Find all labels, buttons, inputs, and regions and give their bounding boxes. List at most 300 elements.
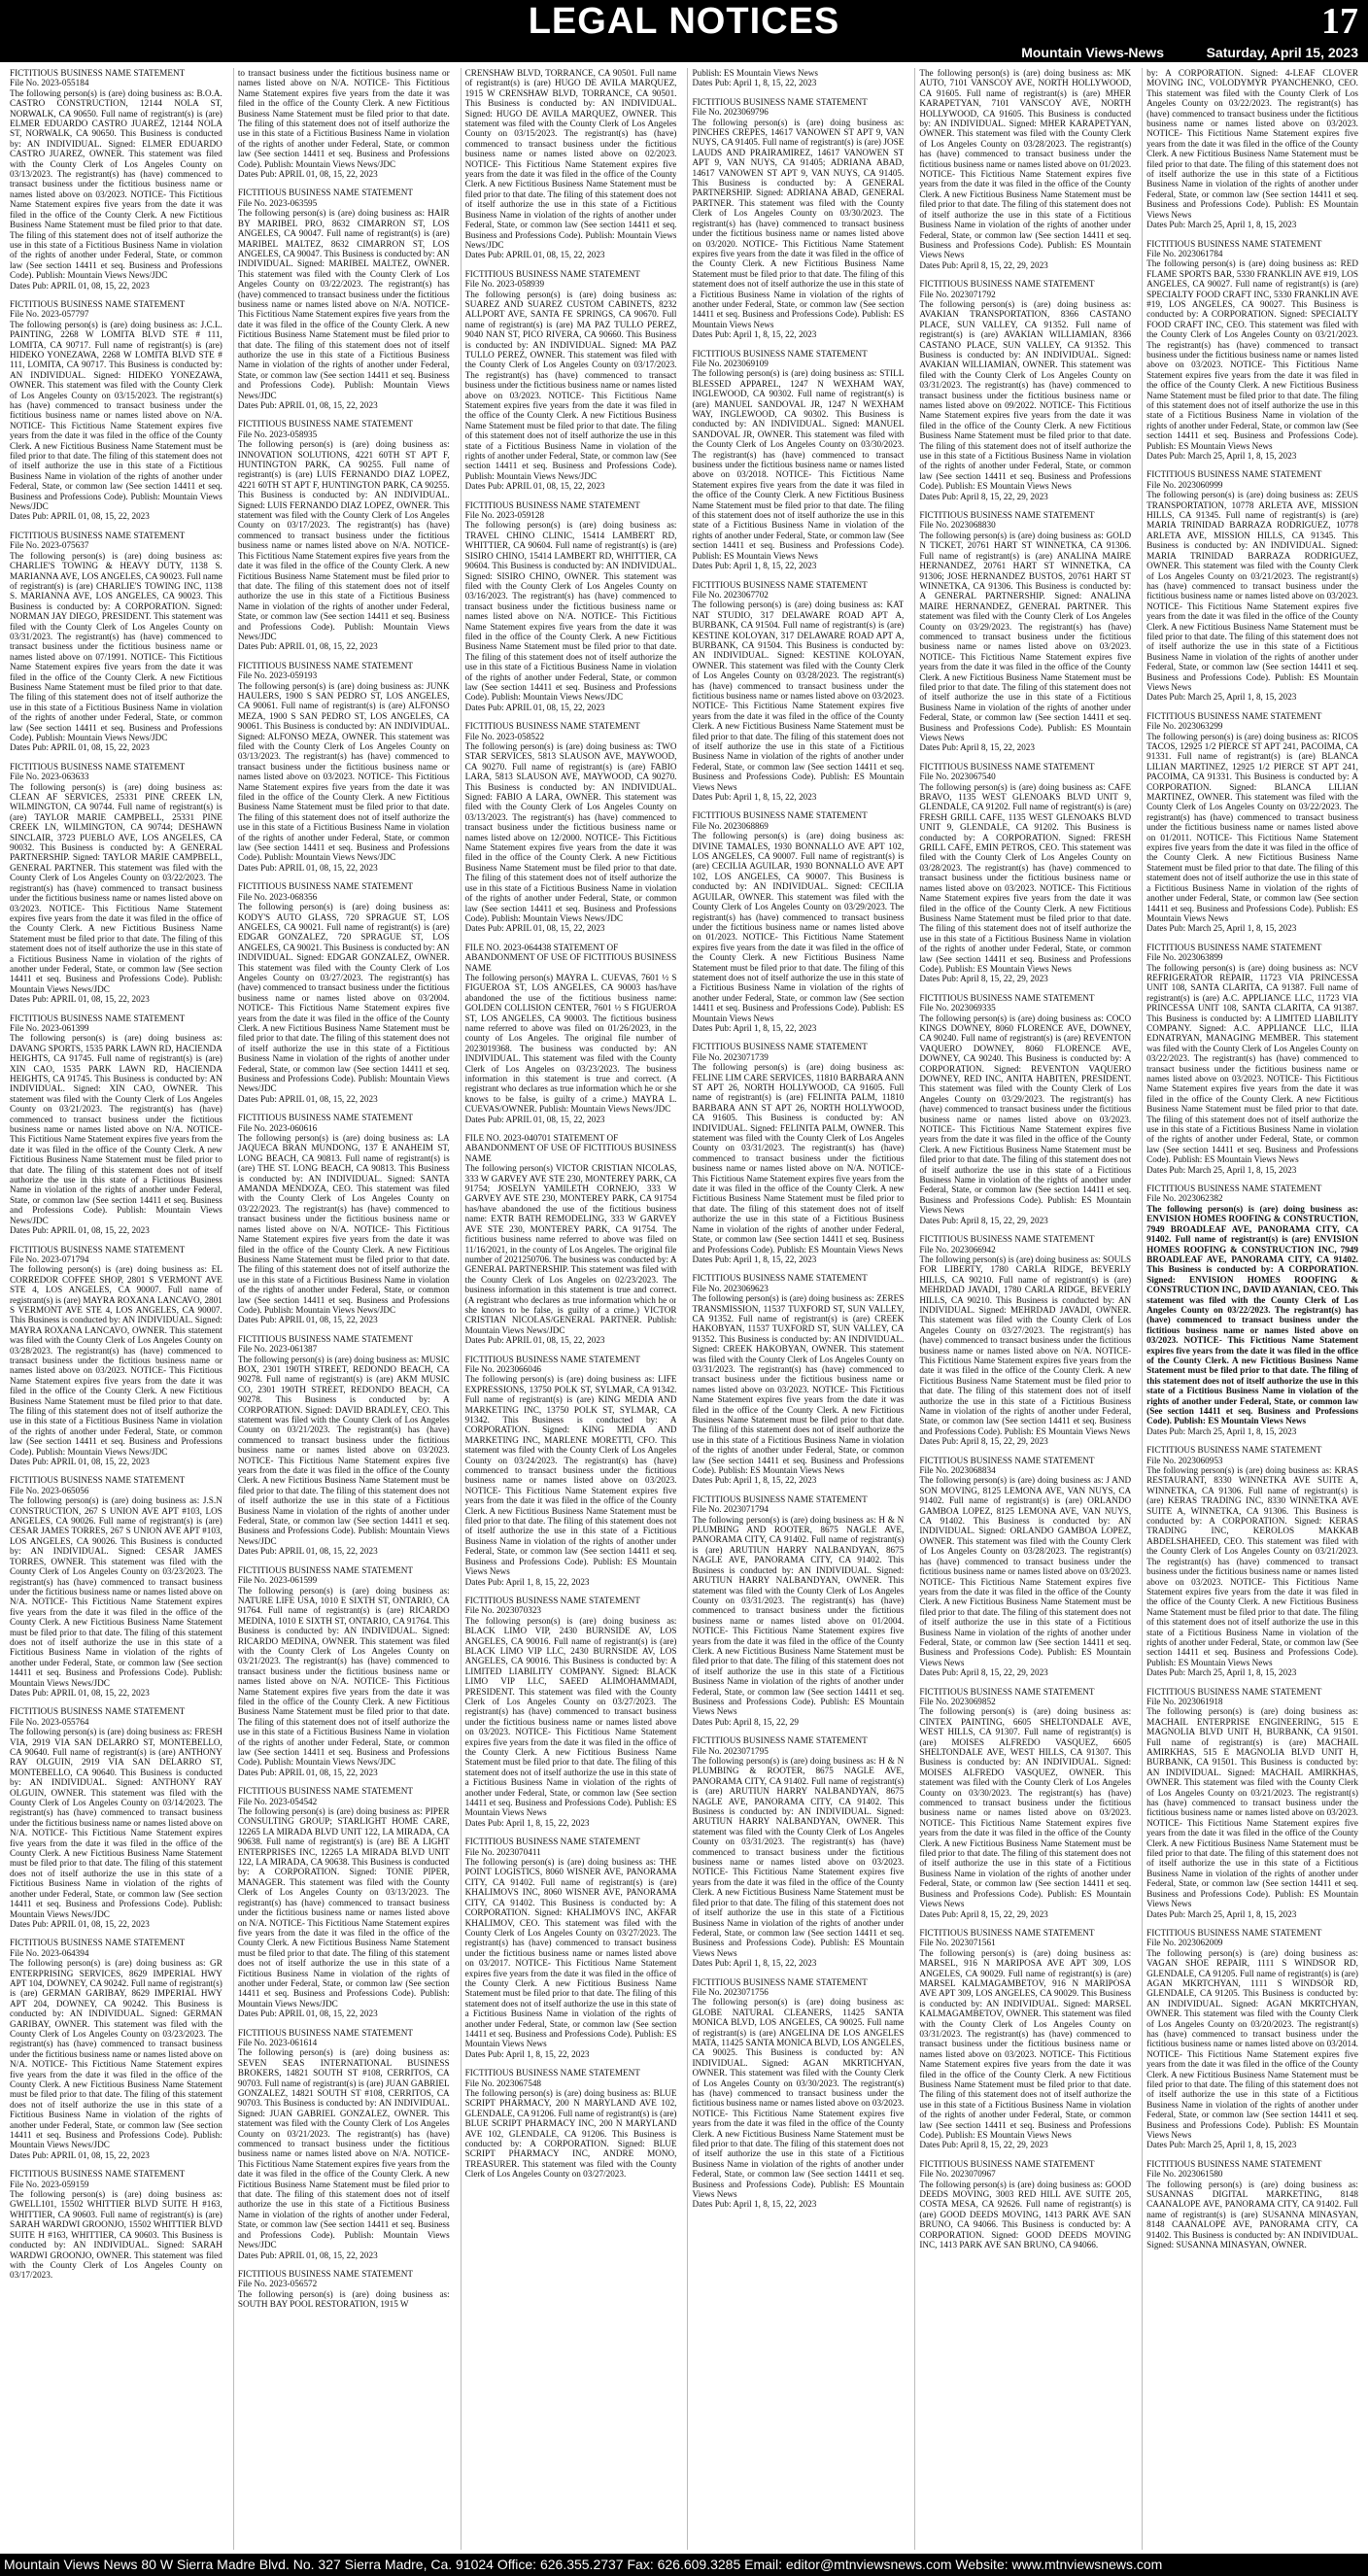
legal-notice — [238, 2269, 450, 2310]
notice-body: The following person(s) is (are) doing business as: SOUTH BAY POOL RESTORATION, 1915 W — [237, 2288, 450, 2310]
notice-body: The following person(s) is (are) doing business as: NCV REFRIGERATOR REPAIR, 11723 VIA PRINCESSA UNIT 108, SANTA CLARITA, CA 91387. Full name of registrant(s) is (are) A.C. APPLIANCE LLC, 11723 VIA PRINCESSA UNIT 108, SANTA CLARITA, CA 91387. This Business is conducted by: A LIMITED LIABILITY COMPANY. Signed: A.C. APPLIANCE LLC, ILIA EDNATRYAN, MANAGING MEMBER. This statement was filed with the County Clerk of Los Angeles County on 03/22/2023. The registrant(s) has (have) commenced to transact business under the fictitious business name or names listed above on 03/2023. NOTICE- This Fictitious Name Statement expires five years from the date it was filed in the office of the County Clerk. A new Fictitious Business Name Statement must be filed prior to that date. The filing of this statement does not of itself authorize the use in this state of a Fictitious Business Name in violation of the rights of another under Federal, State, or common law (See section 14411 et seq. Business and Professions Code). Publish: ES Mountain Views News — [1146, 962, 1358, 1165]
notice-body: The following person(s) is (are) doing business as: MK AUTO, 7101 VANSCOY AVE, NORTH HOLLYWOOD, CA 91605. Full name of registrant(s) is (are) MHER KARAPETYAN, 7101 VANSCOY AVE, NORTH HOLLYWOOD, CA 91605. This Business is conducted by: AN INDIVIDUAL. Signed: MHER KARAPETYAN, OWNER. This statement was filed with the County Clerk of Los Angeles County on 03/28/2023. The registrant(s) has (have) commenced to transact business under the fictitious business name or names listed above on 01/2023. NOTICE- This Fictitious Name Statement expires five years from the date it was filed in the office of the County Clerk. A new Fictitious Business Name Statement must be filed prior to that date. The filing of this statement does not of itself authorize the use in this state of a Fictitious Business Name in violation of the rights of another under Federal, State, or common law (See section 14411 et seq. Business and Professions Code). Publish: ES Mountain Views News — [919, 68, 1132, 260]
notice-pub: Dates Pub: APRIL 01, 08, 15, 22, 2023 — [237, 862, 378, 873]
legal-notice — [465, 1355, 677, 1587]
notice-file: File No. 2023067702 — [692, 589, 769, 600]
notice-pub: Dates Pub: APRIL 01, 08, 15, 22, 2023 — [10, 1918, 150, 1929]
legal-notice — [10, 531, 222, 753]
notice-pub: Dates Pub: April 8, 15, 22, 29 — [692, 1716, 799, 1727]
notice-file: File No. 2023070967 — [919, 2169, 996, 2180]
notice-heading: FICTITIOUS BUSINESS NAME STATEMENT — [10, 68, 186, 78]
legal-notice — [465, 721, 677, 934]
masthead — [0, 0, 1368, 43]
legal-notice — [10, 68, 222, 291]
notice-body: The following person(s) is (are) doing business as: FRESH VIA, 2919 VIA SAN DELARRO ST, MONTEBELLO, CA 90640. Full name of registrant(s) is (are) ANTHONY RAY OLGUIN, 2919 VIA SAN DELARRO ST, MONTEBELLO, CA 90640. This Business is conducted by: AN INDIVIDUAL. Signed: ANTHONY RAY OLGUIN, OWNER. This statement was filed with the County Clerk of Los Angeles County on 03/14/2023. The registrant(s) has (have) commenced to transact business under the fictitious business name or names listed above on N/A. NOTICE- This Fictitious Name Statement expires five years from the date it was filed in the office of the County Clerk. A new Fictitious Business Name Statement must be filed prior to that date. The filing of this statement does not of itself authorize the use in this state of a Fictitious Business Name in violation of the rights of another under Federal, State, or common law (See section 14411 et seq. Business and Professions Code). Publish: Mountain Views News/JDC — [10, 1727, 222, 1919]
notice-body: The following person(s) is (are) doing business as: BLUE SCRIPT PHARMACY, 200 N MARYLAND AVE 102, GLENDALE, CA 91206. Full name of registrant(s) is (are) BLUE SCRIPT PHARMACY INC, 200 N MARYLAND AVE 102, GLENDALE, CA 91206. This Business is conducted by: A CORPORATION. Signed: BLUE SCRIPT PHARMACY INC, ANDRE MONO, TREASURER. This statement was filed with the County Clerk of Los Angeles County on 03/27/2023. — [464, 2088, 677, 2180]
notice-heading: FICTITIOUS BUSINESS NAME STATEMENT — [1146, 1927, 1322, 1938]
legal-notice — [238, 2028, 450, 2260]
legal-notice — [465, 269, 677, 492]
legal-notice — [465, 68, 677, 260]
notice-file: File No. 2023069623 — [692, 1283, 769, 1293]
notice-body: The following person(s) is (are) doing business as: ZERES TRANSMISSION, 11537 TUXFORD ST, SUN VALLEY, CA 91352. Full name of registrant(s) is (are) CREEK HAKOBYAN, 11537 TUXFORD ST, SUN VALLEY, CA 91352. This Business is conducted by: AN INDIVIDUAL. Signed: CREEK HAKOBYAN, OWNER. This statement was filed with the County Clerk of Los Angeles County on 03/31/2023. The registrant(s) has (have) commenced to transact business under the fictitious business name or names listed above on 03/2023. NOTICE- This Fictitious Name Statement expires five years from the date it was filed in the office of the County Clerk. A new Fictitious Business Name Statement must be filed prior to that date. The filing of this statement does not of itself authorize the use in this state of a Fictitious Business Name in violation of the rights of another under Federal, State, or common law (See section 14411 et seq. Business and Professions Code). Publish: ES Mountain Views News — [692, 1293, 905, 1476]
notice-body: The following person(s) is (are) doing business as: AVAKIAN TRANSPORTATION, 8366 CASTANO PLACE, SUN VALLEY, CA 91352. Full name of registrant(s) is (are) AVAKIAN WILLIAMIAN, 8366 CASTANO PLACE, SUN VALLEY, CA 91352. This Business is conducted by: AN INDIVIDUAL. Signed: AVAKIAN WILLIAMIAN, OWNER. This statement was filed with the County Clerk of Los Angeles County on 03/31/2023. The registrant(s) has (have) commenced to transact business under the fictitious business name or names listed above on 09/2022. NOTICE- This Fictitious Name Statement expires five years from the date it was filed in the office of the County Clerk. A new Fictitious Business Name Statement must be filed prior to that date. The filing of this statement does not of itself authorize the use in this state of a Fictitious Business Name in violation of the rights of another under Federal, State, or common law (See section 14411 et seq. Business and Professions Code). Publish: ES Mountain Views News — [919, 298, 1132, 492]
notice-file: File No. 2023-071794 — [10, 1254, 89, 1264]
notice-file: File No. 2023-061614 — [237, 2037, 318, 2047]
notice-body: The following person(s) is (are) doing business as: J.C.L. PAINTING, 2268 W LOMITA BLVD STE # 111, LOMITA, CA 90717. Full name of registrant(s) is (are) HIDEKO YONEZAWA, 2268 W LOMITA BLVD STE # 111, LOMITA, CA 90717. This Business is conducted by: AN INDIVIDUAL. Signed: HIDEKO YONEZAWA, OWNER. This statement was filed with the County Clerk of Los Angeles County on 03/15/2023. The registrant(s) has (have) commenced to transact business under the fictitious business name or names listed above on N/A. NOTICE- This Fictitious Name Statement expires five years from the date it was filed in the office of the County Clerk. A new Fictitious Business Name Statement must be filed prior to that date. The filing of this statement does not of itself authorize the use in this state of a Fictitious Business Name in violation of the rights of another under Federal, State, or common law (See section 14411 et seq. Business and Professions Code). Publish: Mountain Views News/JDC — [10, 319, 222, 512]
notice-columns — [6, 68, 1362, 2550]
notice-pub: Dates Pub: March 25, April 1, 8, 15, 2023 — [1146, 220, 1297, 230]
notice-heading: FICTITIOUS BUSINESS NAME STATEMENT — [237, 1333, 414, 1344]
legal-notice — [238, 68, 450, 179]
notice-body: The following person(s) is (are) doing business as: THE POINT LOGISTICS, 8060 WISNER AVE, PANORAMA CITY, CA 91402. Full name of registrant(s) is (are) KHALIMOVS INC, 8060 WISNER AVE, PANORAMA CITY, CA 91402. This Business is conducted by: A CORPORATION. Signed: KHALIMOVS INC, AKFAR KHALIMOV, CEO. This statement was filed with the County Clerk of Los Angeles County on 03/27/2023. The registrant(s) has (have) commenced to transact business under the fictitious business name or names listed above on 03/2017. NOTICE- This Fictitious Name Statement expires five years from the date it was filed in the office of the County Clerk. A new Fictitious Business Name Statement must be filed prior to that date. The filing of this statement does not of itself authorize the use in this state of a Fictitious Business Name in violation of the rights of another under Federal, State, or common law (See section 14411 et seq. Business and Professions Code). Publish: ES Mountain Views News — [464, 1857, 677, 2049]
notice-pub: Dates Pub: April 1, 8, 15, 22, 2023 — [692, 78, 817, 88]
legal-notice — [10, 1245, 222, 1467]
notice-body: The following person(s) is (are) doing business as: GOLD N TICKET, 20761 HART ST WINNETKA, CA 91306. Full name of registrant(s) is (are) ANALINA MAIRE HERNANDEZ, 20761 HART ST WINNETKA, CA 91306; JOSE HERNANDEZ BUSTOS, 20761 HART ST WINNETKA, CA 91306. This Business is conducted by: A GENERAL PARTNERSHIP. Signed: ANALINA MAIRE HERNANDEZ, GENERAL PARTNER. This statement was filed with the County Clerk of Los Angeles County on 03/29/2023. The registrant(s) has (have) commenced to transact business under the fictitious business name or names listed above on 03/2023. NOTICE- This Fictitious Name Statement expires five years from the date it was filed in the office of the County Clerk. A new Fictitious Business Name Statement must be filed prior to that date. The filing of this statement does not of itself authorize the use in this state of a Fictitious Business Name in violation of the rights of another under Federal, State, or common law (See section 14411 et seq. Business and Professions Code). Publish: ES Mountain Views News — [919, 530, 1132, 742]
legal-notice — [919, 279, 1131, 501]
notice-body: The following person(s) is (are) doing business as: ZEUS TRANSPORTATION, 10778 ARLETA AVE, MISSION HILLS, CA 91345. Full name of registrant(s) is (are) MARIA TRINIDAD BARRAZA RODRIGUEZ, 10778 ARLETA AVE, MISSION HILLS, CA 91345. This Business is conducted by: AN INDIVIDUAL. Signed: MARIA TRINIDAD BARRAZA RODRIGUEZ, OWNER. This statement was filed with the County Clerk of Los Angeles County on 03/21/2023. The registrant(s) has (have) commenced to transact business under the fictitious business name or names listed above on 03/2023. NOTICE- This Fictitious Name Statement expires five years from the date it was filed in the office of the County Clerk. A new Fictitious Business Name Statement must be filed prior to that date. The filing of this statement does not of itself authorize the use in this state of a Fictitious Business Name in violation of the rights of another under Federal, State, or common law (See section 14411 et seq. Business and Professions Code). Publish: ES Mountain Views News — [1146, 490, 1358, 692]
notice-body: The following person(s) is (are) doing business as: SOULS FOR LIBERTY, 1780 CARLA RIDGE, BEVERLY HILLS, CA 90210. Full name of registrant(s) is (are) MEHRDAD JAVADI, 1780 CARLA RIDGE, BEVERLY HILLS, CA 90210. This Business is conducted by: AN INDIVIDUAL. Signed: MEHRDAD JAVADI, OWNER. This statement was filed with the County Clerk of Los Angeles County on 03/27/2023. The registrant(s) has (have) commenced to transact business under the fictitious business name or names listed above on N/A. NOTICE- This Fictitious Name Statement expires five years from the date it was filed in the office of the County Clerk. A new Fictitious Business Name Statement must be filed prior to that date. The filing of this statement does not of itself authorize the use in this state of a Fictitious Business Name in violation of the rights of another under Federal, State, or common law (See section 14411 et seq. Business and Professions Code). Publish: ES Mountain Views News — [919, 1254, 1132, 1436]
notice-heading: FICTITIOUS BUSINESS NAME STATEMENT — [1146, 1184, 1322, 1194]
legal-notice — [1146, 1928, 1358, 2150]
notice-heading: FICTITIOUS BUSINESS NAME STATEMENT — [464, 2068, 640, 2078]
notice-pub: Dates Pub: APRIL 01, 08, 15, 22, 2023 — [10, 1225, 150, 1236]
notice-body: Publish: ES Mountain Views News — [692, 68, 818, 78]
notice-pub: Dates Pub: March 25, April 1, 8, 15, 2023 — [1146, 923, 1297, 934]
legal-notice — [692, 1273, 904, 1486]
notice-heading: FICTITIOUS BUSINESS NAME STATEMENT — [1146, 2158, 1322, 2169]
notice-body: The following person(s) is (are) doing business as: J.S.N CONSTRUCTION, 267 S UNION AVE APT #103, LOS ANGELES, CA 90026. Full name of registrant(s) is (are) CESAR JAMES TORRES, 267 S UNION AVE APT #103, LOS ANGELES, CA 90026. This Business is conducted by: AN INDIVIDUAL. Signed: CESAR JAMES TORRES, OWNER. This statement was filed with the County Clerk of Los Angeles County on 03/23/2023. The registrant(s) has (have) commenced to transact business under the fictitious business name or names listed above on N/A. NOTICE- This Fictitious Name Statement expires five years from the date it was filed in the office of the County Clerk. A new Fictitious Business Name Statement must be filed prior to that date. The filing of this statement does not of itself authorize the use in this state of a Fictitious Business Name in violation of the rights of another under Federal, State, or common law (See section 14411 et seq. Business and Professions Code). Publish: Mountain Views News/JDC — [10, 1495, 222, 1688]
notice-pub: Dates Pub: APRIL 01, 08, 15, 22, 2023 — [464, 481, 605, 492]
legal-notice — [10, 299, 222, 522]
notice-file: File No. 2023-063633 — [10, 772, 89, 782]
legal-notice — [1146, 469, 1358, 702]
notice-pub: Dates Pub: APRIL 01, 08, 15, 22, 2023 — [237, 400, 378, 410]
notice-file: File No. 2023071795 — [692, 1745, 769, 1756]
notice-file: File No. 2023066942 — [919, 1244, 996, 1254]
notice-body: The following person(s) is (are) doing business as: J AND SON MOVING, 8125 LEMONA AVE, VAN NUYS, CA 91402. Full name of registrant(s) is (are) ORLANDO GAMBOA LOPEZ, 8125 LEMONA AVE, VAN NUYS, CA 91402. This Business is conducted by: AN INDIVIDUAL. Signed: ORLANDO GAMBOA LOPEZ, OWNER. This statement was filed with the County Clerk of Los Angeles County on 03/28/2023. The registrant(s) has (have) commenced to transact business under the fictitious business name or names listed above on 03/2023. NOTICE- This Fictitious Name Statement expires five years from the date it was filed in the office of the County Clerk. A new Fictitious Business Name Statement must be filed prior to that date. The filing of this statement does not of itself authorize the use in this state of a Fictitious Business Name in violation of the rights of another under Federal, State, or common law (See section 14411 et seq. Business and Professions Code). Publish: ES Mountain Views News — [919, 1475, 1132, 1667]
notice-file: File No. 2023071561 — [919, 1938, 996, 1948]
notice-file: File No. 2023-060616 — [237, 1122, 318, 1133]
notice-pub: Dates Pub: April 8, 15, 22, 29, 2023 — [919, 1215, 1048, 1225]
legal-notice — [10, 762, 222, 1005]
notice-heading: FICTITIOUS BUSINESS NAME STATEMENT — [10, 1475, 186, 1486]
publication-bar — [0, 43, 1368, 62]
legal-notice — [692, 1735, 904, 1968]
notice-body: The following person(s) is (are) doing business as: INNOVATION SOLUTIONS, 4221 60TH ST APT F, HUNTINGTON PARK, CA 90255. Full name of registrant(s) is (are) LUIS FERNANDO DIAZ LOPEZ, 4221 60TH ST APT F, HUNTINGTON PARK, CA 90255. This Business is conducted by: AN INDIVIDUAL. Signed: LUIS FERNANDO DIAZ LOPEZ, OWNER. This statement was filed with the County Clerk of Los Angeles County on 03/17/2023. The registrant(s) has (have) commenced to transact business under the fictitious business name or names listed above on N/A. NOTICE- This Fictitious Name Statement expires five years from the date it was filed in the office of the County Clerk. A new Fictitious Business Name Statement must be filed prior to that date. The filing of this statement does not of itself authorize the use in this state of a Fictitious Business Name in violation of the rights of another under Federal, State, or common law (See section 14411 et seq. Business and Professions Code). Publish: Mountain Views News/JDC — [237, 439, 450, 641]
notice-body: The following person(s) is (are) doing business as: DAVANG SPORTS, 1535 PARK LAWN RD, HACIENDA HEIGHTS, CA 91745. Full name of registrant(s) is (are) XIN CAO, 1535 PARK LAWN RD, HACIENDA HEIGHTS, CA 91745. This Business is conducted by: AN INDIVIDUAL. Signed: XIN CAO, OWNER. This statement was filed with the County Clerk of Los Angeles County on 03/21/2023. The registrant(s) has (have) commenced to transact business under the fictitious business name or names listed above on N/A. NOTICE- This Fictitious Name Statement expires five years from the date it was filed in the office of the County Clerk. A new Fictitious Business Name Statement must be filed prior to that date. The filing of this statement does not of itself authorize the use in this state of a Fictitious Business Name in violation of the rights of another under Federal, State, or common law (See section 14411 et seq. Business and Professions Code). Publish: Mountain Views News/JDC — [10, 1033, 222, 1225]
legal-notice — [692, 68, 904, 88]
notice-file: File No. 2023060953 — [1146, 1455, 1223, 1465]
notice-pub: Dates Pub: April 8, 15, 22, 29, 2023 — [919, 259, 1048, 270]
notice-pub: Dates Pub: April 1, 8, 15, 22, 2023 — [692, 1254, 817, 1264]
legal-notice — [238, 661, 450, 874]
notice-pub: Dates Pub: April 1, 8, 15, 22, 2023 — [692, 561, 817, 571]
notice-heading: FICTITIOUS BUSINESS NAME STATEMENT — [692, 1042, 868, 1052]
notice-file: File No. 2023-055184 — [10, 78, 89, 88]
notice-file: File No. 2023-065056 — [10, 1485, 89, 1495]
notice-pub: Dates Pub: APRIL 01, 08, 15, 22, 2023 — [237, 1546, 378, 1557]
footer-bar — [0, 2554, 1368, 2576]
legal-notice — [692, 810, 904, 1033]
notice-heading: FICTITIOUS BUSINESS NAME STATEMENT — [692, 1273, 868, 1284]
notice-heading: FICTITIOUS BUSINESS NAME STATEMENT — [692, 1494, 868, 1504]
notice-body: The following person(s) is (are) doing business as: COCO KINGS DOWNEY, 8060 FLORENCE AVE, DOWNEY, CA 90240. Full name of registrant(s) is (are) REVENTON VAQUERO DOWNEY, 8060 FLORENCE AVE, DOWNEY, CA 90240. This Business is conducted by: A CORPORATION. Signed: REVENTON VAQUERO DOWNEY, RED INC, ANITA HABITEN, PRESIDENT. This statement was filed with the County Clerk of Los Angeles County on 03/29/2023. The registrant(s) has (have) commenced to transact business under the fictitious business name or names listed above on 03/2023. NOTICE- This Fictitious Name Statement expires five years from the date it was filed in the office of the County Clerk. A new Fictitious Business Name Statement must be filed prior to that date. The filing of this statement does not of itself authorize the use in this state of a Fictitious Business Name in violation of the rights of another under Federal, State, or common law (See section 14411 et seq. Business and Professions Code). Publish: ES Mountain Views News — [919, 1013, 1132, 1216]
legal-notice — [10, 1706, 222, 1929]
notice-body: The following person(s) is (are) doing business as: CLEAN AF SERVICES, 25331 PINE CREEK LN, WILMINGTON, CA 90744. Full name of registrant(s) is (are) TAYLOR MARIE CAMPBELL, 25331 PINE CREEK LN, WILMINGTON, CA 90744; DESHAWN SINCLAIR, 3723 PUEBLO AVE, LOS ANGELES, CA 90032. This Business is conducted by: A GENERAL PARTNERSHIP. Signed: TAYLOR MARIE CAMPBELL, GENERAL PARTNER. This statement was filed with the County Clerk of Los Angeles County on 03/22/2023. The registrant(s) has (have) commenced to transact business under the fictitious business name or names listed above on 03/2023. NOTICE- This Fictitious Name Statement expires five years from the date it was filed in the office of the County Clerk. A new Fictitious Business Name Statement must be filed prior to that date. The filing of this statement does not of itself authorize the use in this state of a Fictitious Business Name in violation of the rights of another under Federal, State, or common law (See section 14411 et seq. Business and Professions Code). Publish: Mountain Views News/JDC — [10, 781, 222, 994]
notice-body: The following person(s) is (are) doing business as: MUSIC BOX, 2301 190TH STREET, REDONDO BEACH, CA 90278. Full name of registrant(s) is (are) AKM MUSIC CO, 2301 190TH STREET, REDONDO BEACH, CA 90278. This Business is conducted by: A CORPORATION. Signed: DAVID BRADLEY, CEO. This statement was filed with the County Clerk of Los Angeles County on 03/21/2023. The registrant(s) has (have) commenced to transact business under the fictitious business name or names listed above on 03/2023. NOTICE- This Fictitious Name Statement expires five years from the date it was filed in the office of the County Clerk. A new Fictitious Business Name Statement must be filed prior to that date. The filing of this statement does not of itself authorize the use in this state of a Fictitious Business Name in violation of the rights of another under Federal, State, or common law (See section 14411 et seq. Business and Professions Code). Publish: Mountain Views News/JDC — [237, 1354, 450, 1546]
notice-heading: FICTITIOUS BUSINESS NAME STATEMENT — [692, 348, 868, 359]
column-5 — [914, 68, 1135, 2550]
legal-notice — [692, 1494, 904, 1727]
notice-pub: Dates Pub: APRIL 01, 08, 15, 22, 2023 — [10, 1457, 150, 1467]
notice-file: File No. 2023-057797 — [10, 309, 89, 320]
notice-heading: FICTITIOUS BUSINESS NAME STATEMENT — [10, 1938, 186, 1948]
legal-notice — [919, 510, 1131, 753]
notice-pub: Dates Pub: April 1, 8, 15, 22, 2023 — [464, 1576, 590, 1587]
legal-notice — [919, 993, 1131, 1225]
notice-body: The following person(s) is (are) doing business as: RED FLAME SPORTS BAR, 5330 FRANKLIN AVE #19, LOS ANGELES, CA 90027. Full name of registrant(s) is (are) SPECIALTY FOOD CRAFT INC, 5330 FRANKLIN AVE #19, LOS ANGELES, CA 90027. This Business is conducted by: A CORPORATION. Signed: SPECIALTY FOOD CRAFT INC, CEO. This statement was filed with the County Clerk of Los Angeles County on 03/21/2023. The registrant(s) has (have) commenced to transact business under the fictitious business name or names listed above on 03/2023. NOTICE- This Fictitious Name Statement expires five years from the date it was filed in the office of the County Clerk. A new Fictitious Business Name Statement must be filed prior to that date. The filing of this statement does not of itself authorize the use in this state of a Fictitious Business Name in violation of the rights of another under Federal, State, or common law (See section 14411 et seq. Business and Professions Code). Publish: ES Mountain Views News — [1146, 258, 1358, 451]
notice-pub: Dates Pub: APRIL 01, 08, 15, 22, 2023 — [237, 2009, 378, 2019]
legal-notice — [1146, 1445, 1358, 1677]
notice-pub: Dates Pub: April 1, 8, 15, 22, 2023 — [692, 329, 817, 340]
notice-body: The following person(s) is (are) doing business as: TRAVEL CHINO CLINIC, 15414 LAMBERT RD, WHITTIER, CA 90604. Full name of registrant(s) is (are) SISIRO CHINO, 15414 LAMBERT RD, WHITTIER, CA 90604. This Business is conducted by: AN INDIVIDUAL. Signed: SISIRO CHINO, OWNER. This statement was filed with the County Clerk of Los Angeles County on 03/16/2023. The registrant(s) has (have) commenced to transact business under the fictitious business name or names listed above on N/A. NOTICE- This Fictitious Name Statement expires five years from the date it was filed in the office of the County Clerk. A new Fictitious Business Name Statement must be filed prior to that date. The filing of this statement does not of itself authorize the use in this state of a Fictitious Business Name in violation of the rights of another under Federal, State, or common law (See section 14411 et seq. Business and Professions Code). Publish: Mountain Views News/JDC — [464, 520, 677, 703]
notice-heading: FICTITIOUS BUSINESS NAME STATEMENT — [1146, 1686, 1322, 1697]
notice-heading: FICTITIOUS BUSINESS NAME STATEMENT — [464, 268, 640, 279]
notice-heading: FICTITIOUS BUSINESS NAME STATEMENT — [10, 761, 186, 772]
notice-body: The following person(s) is (are) doing business as: VAGAN SHOE REPAIR, 1111 S WINDSOR RD, GLENDALE, CA 91205. Full name of registrant(s) is (are) AGAN MKRTCHYAN, 1111 S WINDSOR RD, GLENDALE, CA 91205. This Business is conducted by: AN INDIVIDUAL. Signed: AGAN MKRTCHYAN, OWNER. This statement was filed with the County Clerk of Los Angeles County on 03/20/2023. The registrant(s) has (have) commenced to transact business under the fictitious business name or names listed above on 03/2014. NOTICE- This Fictitious Name Statement expires five years from the date it was filed in the office of the County Clerk. A new Fictitious Business Name Statement must be filed prior to that date. The filing of this statement does not of itself authorize the use in this state of a Fictitious Business Name in violation of the rights of another under Federal, State, or common law (See section 14411 et seq. Business and Professions Code). Publish: ES Mountain Views News — [1146, 1947, 1358, 2141]
notice-pub: Dates Pub: March 25, April 1, 8, 15, 2023 — [1146, 692, 1297, 703]
notice-file: File No. 2023070323 — [464, 1605, 542, 1616]
notice-body: The following person(s) is (are) doing business as: ENVISION HOMES ROOFING & CONSTRUCTION, 7949 BROADLEAF AVE, PANORAMA CITY, CA 91402. Full name of registrant(s) is (are) ENVISION HOMES ROOFING & CONSTRUCTION INC, 7949 BROADLEAF AVE, PANORAMA CITY, CA 91402. This Business is conducted by: A CORPORATION. Signed: ENVISION HOMES ROOFING & CONSTRUCTION INC, DAVID AYANIAN, CEO. This statement was filed with the County Clerk of Los Angeles County on 03/22/2023. The registrant(s) has (have) commenced to transact business under the fictitious business name or names listed above on 03/2023. NOTICE- This Fictitious Name Statement expires five years from the date it was filed in the office of the County Clerk. A new Fictitious Business Name Statement must be filed prior to that date. The filing of this statement does not of itself authorize the use in this state of a Fictitious Business Name in violation of the rights of another under Federal, State, or common law (See section 14411 et seq. Business and Professions Code). Publish: ES Mountain Views News — [1146, 1203, 1358, 1426]
notice-heading: FILE NO. 2023-064438 STATEMENT OF ABANDONMENT OF USE OF FICTITIOUS BUSINESS NAME — [464, 942, 677, 973]
legal-notice — [919, 1456, 1131, 1678]
notice-pub: Dates Pub: March 25, April 1, 8, 15, 2023 — [1146, 1425, 1297, 1436]
legal-notice — [919, 1928, 1131, 2150]
notice-file: File No. 2023061918 — [1146, 1696, 1223, 1706]
legal-notice — [238, 188, 450, 410]
notice-pub: Dates Pub: APRIL 01, 08, 15, 22, 2023 — [10, 1687, 150, 1698]
publication-name: Mountain Views-News — [1021, 45, 1164, 60]
legal-notice — [919, 1687, 1131, 1919]
legal-notice — [238, 1786, 450, 2018]
notice-pub: Dates Pub: APRIL 01, 08, 15, 22, 2023 — [237, 169, 378, 180]
column-2 — [233, 68, 454, 2550]
notice-heading: FICTITIOUS BUSINESS NAME STATEMENT — [237, 881, 414, 892]
notice-heading: FICTITIOUS BUSINESS NAME STATEMENT — [10, 1706, 186, 1717]
section-title: LEGAL NOTICES — [528, 1, 840, 42]
column-6 — [1142, 68, 1362, 2550]
notice-pub: Dates Pub: April 1, 8, 15, 22, 2023 — [692, 2199, 817, 2210]
legal-notice — [465, 1596, 677, 1828]
notice-pub: Dates Pub: April 1, 8, 15, 22, 2023 — [692, 1022, 817, 1033]
notice-body: The following person(s) is (are) doing business as: BLACK LIMO VIP, 2430 BURNSIDE AV, LOS ANGELES, CA 90016. Full name of registrant(s) is (are) BLACK LIMO VIP LLC, 2430 BURNSIDE AV, LOS ANGELES, CA 90016. This Business is conducted by: A LIMITED LIABILITY COMPANY. Signed: BLACK LIMO VIP LLC, SAEED ALIMOHAMMADI, PRESIDENT. This statement was filed with the County Clerk of Los Angeles County on 03/27/2023. The registrant(s) has (have) commenced to transact business under the fictitious business name or names listed above on 03/2023. NOTICE- This Fictitious Name Statement expires five years from the date it was filed in the office of the County Clerk. A new Fictitious Business Name Statement must be filed prior to that date. The filing of this statement does not of itself authorize the use in this state of a Fictitious Business Name in violation of the rights of another under Federal, State, or common law (See section 14411 et seq. Business and Professions Code). Publish: ES Mountain Views News — [464, 1615, 677, 1818]
notice-heading: FICTITIOUS BUSINESS NAME STATEMENT — [1146, 942, 1322, 952]
notice-heading: FICTITIOUS BUSINESS NAME STATEMENT — [1146, 238, 1322, 249]
notice-file: File No. 2023-058939 — [464, 279, 545, 290]
notice-body: The following person(s) is (are) doing business as: JUNK HAULERS, 1900 S SAN PEDRO ST, LOS ANGELES, CA 90061. Full name of registrant(s) is (are) ALFONSO MEZA, 1900 S SAN PEDRO ST, LOS ANGELES, CA 90061. This Business is conducted by: AN INDIVIDUAL. Signed: ALFONSO MEZA, OWNER. This statement was filed with the County Clerk of Los Angeles County on 03/13/2023. The registrant(s) has (have) commenced to transact business under the fictitious business name or names listed above on 03/2023. NOTICE- This Fictitious Name Statement expires five years from the date it was filed in the office of the County Clerk. A new Fictitious Business Name Statement must be filed prior to that date. The filing of this statement does not of itself authorize the use in this state of a Fictitious Business Name in violation of the rights of another under Federal, State, or common law (See section 14411 et seq. Business and Professions Code). Publish: Mountain Views News/JDC — [237, 680, 450, 863]
legal-notice — [238, 1565, 450, 1778]
notice-pub: Dates Pub: APRIL 01, 08, 15, 22, 2023 — [237, 641, 378, 652]
notice-heading: FICTITIOUS BUSINESS NAME STATEMENT — [692, 1976, 868, 1987]
notice-body: The following person(s) is (are) doing business as: SUAREZ AND SUAREZ CUSTOM CABINETS, 8232 ALLPORT AVE, SANTA FE SPRINGS, CA 90670. Full name of registrant(s) is (are) MA PAZ TULLO PEREZ, 9040 NAN ST, PICO RIVERA, CA 90660. This Business is conducted by: AN INDIVIDUAL. Signed: MA PAZ TULLO PEREZ, OWNER. This statement was filed with the County Clerk of Los Angeles County on 03/17/2023. The registrant(s) has (have) commenced to transact business under the fictitious business name or names listed above on 03/2023. NOTICE- This Fictitious Name Statement expires five years from the date it was filed in the office of the County Clerk. A new Fictitious Business Name Statement must be filed prior to that date. The filing of this statement does not of itself authorize the use in this state of a Fictitious Business Name in violation of the rights of another under Federal, State, or common law (See section 14411 et seq. Business and Professions Code). Publish: Mountain Views News/JDC — [464, 289, 677, 481]
notice-body: The following person(s) is (are) doing business as: LIFE EXPRESSIONS, 13750 POLK ST, SYLMAR, CA 91342. Full name of registrant(s) is (are) KING MEDIA AND MARKETING INC, 13750 POLK ST, SYLMAR, CA 91342. This Business is conducted by: A CORPORATION. Signed: KING MEDIA AND MARKETING INC, MARLENE MORETTI, CFO. This statement was filed with the County Clerk of Los Angeles County on 03/24/2023. The registrant(s) has (have) commenced to transact business under the fictitious business name or names listed above on 03/2023. NOTICE- This Fictitious Name Statement expires five years from the date it was filed in the office of the County Clerk. A new Fictitious Business Name Statement must be filed prior to that date. The filing of this statement does not of itself authorize the use in this state of a Fictitious Business Name in violation of the rights of another under Federal, State, or common law (See section 14411 et seq. Business and Professions Code). Publish: ES Mountain Views News — [464, 1374, 677, 1577]
notice-heading: FICTITIOUS BUSINESS NAME STATEMENT — [1146, 469, 1322, 480]
notice-heading: FICTITIOUS BUSINESS NAME STATEMENT — [464, 499, 640, 510]
notice-body: The following person(s) is (are) doing business as: PINCHES CREPES, 14617 VANOWEN ST APT 9, VAN NUYS, CA 91405. Full name of registrant(s) is (are) JOSE LAUDS AND PRAIRAMIREZ, 14617 VANOWEN ST APT 9, VAN NUYS, CA 91405; ADRIANA ABAD, 14617 VANOWEN ST APT 9, VAN NUYS, CA 91405. This Business is conducted by: A GENERAL PARTNERSHIP. Signed: ADRIANA ABAD, GENERAL PARTNER. This statement was filed with the County Clerk of Los Angeles County on 03/30/2023. The registrant(s) has (have) commenced to transact business under the fictitious business name or names listed above on 03/2020. NOTICE- This Fictitious Name Statement expires five years from the date it was filed in the office of the County Clerk. A new Fictitious Business Name Statement must be filed prior to that date. The filing of this statement does not of itself authorize the use in this state of a Fictitious Business Name in violation of the rights of another under Federal, State, or common law (See section 14411 et seq. Business and Professions Code). Publish: ES Mountain Views News — [692, 117, 905, 329]
notice-body: The following person(s) is (are) doing business as: H & N PLUMBING AND ROOTER, 8675 NAGLE AVE, PANORAMA CITY, CA 91402. Full name of registrant(s) is (are) ARUTIUN HARRY NALBANDYAN, 8675 NAGLE AVE, PANORAMA CITY, CA 91402. This Business is conducted by: AN INDIVIDUAL. Signed: ARUTIUN HARRY NALBANDYAN, OWNER. This statement was filed with the County Clerk of Los Angeles County on 03/31/2023. The registrant(s) has (have) commenced to transact business under the fictitious business name or names listed above on 01/2004. NOTICE- This Fictitious Name Statement expires five years from the date it was filed in the office of the County Clerk. A new Fictitious Business Name Statement must be filed prior to that date. The filing of this statement does not of itself authorize the use in this state of a Fictitious Business Name in violation of the rights of another under Federal, State, or common law (See section 14411 et seq. Business and Professions Code). Publish: ES Mountain Views News — [692, 1514, 905, 1717]
notice-file: File No. 2023-061399 — [10, 1022, 89, 1033]
notice-body: The following person(s) is (are) doing business as: RICOS TACOS, 12925 1/2 PIERCE ST APT 241, PACOIMA, CA 91331. Full name of registrant(s) is (are) BLANCA LILIAN MARTINEZ, 12925 1/2 PIERCE ST APT 241, PACOIMA, CA 91331. This Business is conducted by: A CORPORATION. Signed: BLANCA LILIAN MARTINEZ, OWNER. This statement was filed with the County Clerk of Los Angeles County on 03/22/2023. The registrant(s) has (have) commenced to transact business under the fictitious business name or names listed above on 01/2011. NOTICE- This Fictitious Name Statement expires five years from the date it was filed in the office of the County Clerk. A new Fictitious Business Name Statement must be filed prior to that date. The filing of this statement does not of itself authorize the use in this state of a Fictitious Business Name in violation of the rights of another under Federal, State, or common law (See section 14411 et seq. Business and Professions Code). Publish: ES Mountain Views News — [1146, 731, 1358, 923]
notice-file: File No. 2023063299 — [1146, 721, 1223, 732]
notice-file: File No. 2023069852 — [919, 1696, 996, 1706]
legal-notice — [238, 1334, 450, 1557]
notice-heading: FICTITIOUS BUSINESS NAME STATEMENT — [919, 992, 1095, 1003]
legal-notice — [692, 1042, 904, 1264]
notice-pub: Dates Pub: April 1, 8, 15, 22, 2023 — [692, 792, 817, 803]
notice-body: The following person(s) VICTOR CRISTIAN NICOLAS, 333 W GARVEY AVE STE 230, MONTEREY PARK, CA 91754; JOSELYN YAMILETH CORNEJO, 333 W GARVEY AVE STE 230, MONTEREY PARK, CA 91754 has/have abandoned the use of the fictitious business name: EXTR BATH REMODELING, 333 W GARVEY AVE STE 230, MONTEREY PARK, CA 91754. The fictitious business name referred to above was filed on 11/16/2021, in the county of Los Angeles. The original file number of 2021250706. The business was conducted by: A GENERAL PARTNERSHIP. This statement was filed with the County Clerk of Los Angeles on 02/23/2023. The business information in this statement is true and correct. (A registrant who declares as true information which he or she knows to be false, is guilty of a crime.) VICTOR CRISTIAN NICOLAS/GENERAL PARTNER. Publish: Mountain Views News/JDC — [464, 1163, 677, 1335]
legal-notice — [465, 1837, 677, 2059]
notice-pub: Dates Pub: April 8, 15, 22, 29, 2023 — [919, 2140, 1048, 2150]
notice-body: The following person(s) is (are) doing business as: B.O.A. CASTRO CONSTRUCTION, 12144 NOLA ST, NORWALK, CA 90650. Full name of registrant(s) is (are) ELMER EDUARDO CASTRO JUAREZ, 12144 NOLA ST, NORWALK, CA 90650. This Business is conducted by: AN INDIVIDUAL. Signed: ELMER EDUARDO CASTRO JUAREZ, OWNER. This statement was filed with the County Clerk of Los Angeles County on 03/13/2023. The registrant(s) has (have) commenced to transact business under the fictitious business name or names listed above on 03/2023. NOTICE- This Fictitious Name Statement expires five years from the date it was filed in the office of the County Clerk. A new Fictitious Business Name Statement must be filed prior to that date. The filing of this statement does not of itself authorize the use in this state of a Fictitious Business Name in violation of the rights of another under Federal, State, or common law (See section 14411 et seq. Business and Professions Code). Publish: Mountain Views News/JDC — [10, 87, 222, 281]
notice-file: File No. 2023066046 — [464, 1363, 542, 1374]
notice-heading: FICTITIOUS BUSINESS NAME STATEMENT — [237, 419, 414, 429]
page-number: 17 — [1321, 1, 1358, 42]
notice-file: File No. 2023071794 — [692, 1504, 769, 1515]
notice-file: File No. 2023069335 — [919, 1003, 996, 1013]
notice-pub: Dates Pub: APRIL 01, 08, 15, 22, 2023 — [464, 1114, 605, 1124]
notice-body: The following person(s) is (are) doing business as: KAT NAT STUDIO, 317 DELAWARE ROAD APT A, BURBANK, CA 91504. Full name of registrant(s) is (are) KESTINE KOLOYAN, 317 DELAWARE ROAD APT A, BURBANK, CA 91504. This Business is conducted by: AN INDIVIDUAL. Signed: KESTINE KOLOYAN, OWNER. This statement was filed with the County Clerk of Los Angeles County on 03/28/2023. The registrant(s) has (have) commenced to transact business under the fictitious business name or names listed above on 03/2023. NOTICE- This Fictitious Name Statement expires five years from the date it was filed in the office of the County Clerk. A new Fictitious Business Name Statement must be filed prior to that date. The filing of this statement does not of itself authorize the use in this state of a Fictitious Business Name in violation of the rights of another under Federal, State, or common law (See section 14411 et seq. Business and Professions Code). Publish: ES Mountain Views News — [692, 600, 905, 792]
notice-heading: FICTITIOUS BUSINESS NAME STATEMENT — [464, 1354, 640, 1364]
notice-body: The following person(s) is (are) doing business as: FELINE LIM CARE SERVICES, 11810 BARBARA ANN ST APT 26, NORTH HOLLYWOOD, CA 91605. Full name of registrant(s) is (are) FELINITA PALM, 11810 BARBARA ANN ST APT 26, NORTH HOLLYWOOD, CA 91605. This Business is conducted by: AN INDIVIDUAL. Signed: FELINITA PALM, OWNER. This statement was filed with the County Clerk of Los Angeles County on 03/31/2023. The registrant(s) has (have) commenced to transact business under the fictitious business name or names listed above on N/A. NOTICE- This Fictitious Name Statement expires five years from the date it was filed in the office of the County Clerk. A new Fictitious Business Name Statement must be filed prior to that date. The filing of this statement does not of itself authorize the use in this state of a Fictitious Business Name in violation of the rights of another under Federal, State, or common law (See section 14411 et seq. Business and Professions Code). Publish: ES Mountain Views News — [692, 1062, 905, 1254]
notice-pub: Dates Pub: APRIL 01, 08, 15, 22, 2023 — [237, 1315, 378, 1325]
notice-heading: FICTITIOUS BUSINESS NAME STATEMENT — [919, 1927, 1095, 1938]
column-3 — [461, 68, 681, 2550]
legal-notice — [465, 2068, 677, 2179]
notice-pub: Dates Pub: APRIL 01, 08, 15, 22, 2023 — [10, 994, 150, 1005]
notice-heading: FICTITIOUS BUSINESS NAME STATEMENT — [919, 510, 1095, 521]
notice-pub: Dates Pub: April 8, 15, 22, 29, 2023 — [919, 491, 1048, 501]
legal-notice — [238, 419, 450, 651]
legal-notice — [692, 580, 904, 803]
legal-notice — [10, 1013, 222, 1236]
notice-file: File No. 2023063899 — [1146, 952, 1223, 963]
notice-heading: FICTITIOUS BUSINESS NAME STATEMENT — [919, 1455, 1095, 1465]
notice-heading: FICTITIOUS BUSINESS NAME STATEMENT — [10, 530, 186, 540]
notice-body: The following person(s) is (are) doing business as: KODY'S AUTO GLASS, 720 SPRAGUE ST, LOS ANGELES, CA 90021. Full name of registrant(s) is (are) EDGAR GONZALEZ, 720 SPRAGUE ST, LOS ANGELES, CA 90021. This Business is conducted by: AN INDIVIDUAL. Signed: EDGAR GONZALEZ, OWNER. This statement was filed with the County Clerk of Los Angeles County on 03/27/2023. The registrant(s) has (have) commenced to transact business under the fictitious business name or names listed above on 03/2004. NOTICE- This Fictitious Name Statement expires five years from the date it was filed in the office of the County Clerk. A new Fictitious Business Name Statement must be filed prior to that date. The filing of this statement does not of itself authorize the use in this state of a Fictitious Business Name in violation of the rights of another under Federal, State, or common law (See section 14411 et seq. Business and Professions Code). Publish: Mountain Views News/JDC — [237, 902, 450, 1094]
legal-notice — [919, 762, 1131, 984]
notice-pub: Dates Pub: March 25, April 1, 8, 15, 2023 — [1146, 451, 1297, 462]
notice-body: The following person(s) is (are) doing business as: KRAS RESTAURANT, 8330 WINNETKA AVE SUITE A, WINNETKA, CA 91306. Full name of registrant(s) is (are) KERAS TRADING INC, 8330 WINNETKA AVE SUITE A, WINNETKA, CA 91306. This Business is conducted by: A CORPORATION. Signed: KERAS TRADING INC, KEROLOS MAKKAB ABDELSHAHEED, CEO. This statement was filed with the County Clerk of Los Angeles County on 03/21/2023. The registrant(s) has (have) commenced to transact business under the fictitious business name or names listed above on 03/2023. NOTICE- This Fictitious Name Statement expires five years from the date it was filed in the office of the County Clerk. A new Fictitious Business Name Statement must be filed prior to that date. The filing of this statement does not of itself authorize the use in this state of a Fictitious Business Name in violation of the rights of another under Federal, State, or common law (See section 14411 et seq. Business and Professions Code). Publish: ES Mountain Views News — [1146, 1465, 1358, 1667]
notice-file: File No. 2023-056572 — [237, 2279, 318, 2289]
notice-pub: Dates Pub: April 8, 15, 22, 2023 — [919, 742, 1035, 753]
notice-pub: Dates Pub: April 8, 15, 22, 29, 2023 — [919, 1436, 1048, 1447]
notice-file: File No. 2023-063595 — [237, 197, 318, 208]
notice-file: File No. 2023071739 — [692, 1051, 769, 1062]
notice-file: File No. 2023068869 — [692, 820, 769, 831]
legal-notice — [238, 881, 450, 1104]
notice-heading: FICTITIOUS BUSINESS NAME STATEMENT — [1146, 710, 1322, 721]
notice-file: File No. 2023068830 — [919, 520, 996, 531]
notice-pub: Dates Pub: APRIL 01, 08, 15, 22, 2023 — [237, 1767, 378, 1777]
legal-notice — [465, 1133, 677, 1346]
notice-pub: Dates Pub: April 1, 8, 15, 22, 2023 — [692, 1475, 817, 1486]
notice-file: File No. 2023071792 — [919, 289, 996, 299]
footer-contact: Mountain Views News 80 W Sierra Madre Blvd. No. 327 Sierra Madre, Ca. 91024 Office: 626.355.2737 Fax: 626.609.3285 Email: editor@mtnviewsnews.com Website: www.mtnviewsnews.com — [4, 2557, 1163, 2572]
notice-heading: FICTITIOUS BUSINESS NAME STATEMENT — [464, 721, 640, 732]
notice-body: The following person(s) is (are) doing business as: GLOBE NATURAL CLEANERS, 11425 SANTA MONICA BLVD, LOS ANGELES, CA 90025. Full name of registrant(s) is (are) ANGELINA DE LOS ANGELES MATA, 11425 SANTA MONICA BLVD, LOS ANGELES, CA 90025. This Business is conducted by: AN INDIVIDUAL. Signed: AGAN MKRTICHYAN, OWNER. This statement was filed with the County Clerk of Los Angeles County on 03/30/2023. The registrant(s) has (have) commenced to transact business under the fictitious business name or names listed above on 03/2023. NOTICE- This Fictitious Name Statement expires five years from the date it was filed in the office of the County Clerk. A new Fictitious Business Name Statement must be filed prior to that date. The filing of this statement does not of itself authorize the use in this state of a Fictitious Business Name in violation of the rights of another under Federal, State, or common law (See section 14411 et seq. Business and Professions Code). Publish: ES Mountain Views News — [692, 1997, 905, 2200]
legal-notice — [1146, 1184, 1358, 1436]
legal-notice — [1146, 68, 1358, 230]
notice-pub: Dates Pub: APRIL 01, 08, 15, 22, 2023 — [10, 2149, 150, 2160]
notice-file: File No. 2023-064394 — [10, 1947, 89, 1958]
legal-notice — [919, 1234, 1131, 1447]
notice-heading: FICTITIOUS BUSINESS NAME STATEMENT — [237, 660, 414, 670]
notice-body: The following person(s) is (are) doing business as: SUSANNAS DIGITAL MARKETING, 8148 CAANALOPE AVE, PANORAMA CITY, CA 91402. Full name of registrant(s) is (are) SUSANNA MINASYAN, 8148 CAANALOPE AVE, PANORAMA CITY, CA 91402. This Business is conducted by: AN INDIVIDUAL. Signed: SUSANNA MINASYAN, OWNER. — [1146, 2179, 1358, 2250]
notice-body: The following person(s) is (are) doing business as: HAIR BY MARIBEL PRO, 8632 CIMARRON ST, LOS ANGELES, CA 90047. Full name of registrant(s) is (are) MARIBEL MALTEZ, 8632 CIMARRON ST, LOS ANGELES, CA 90047. This Business is conducted by: AN INDIVIDUAL. Signed: MARIBEL MALTEZ, OWNER. This statement was filed with the County Clerk of Los Angeles County on 03/22/2023. The registrant(s) has (have) commenced to transact business under the fictitious business name or names listed above on N/A. NOTICE- This Fictitious Name Statement expires five years from the date it was filed in the office of the County Clerk. A new Fictitious Business Name Statement must be filed prior to that date. The filing of this statement does not of itself authorize the use in this state of a Fictitious Business Name in violation of the rights of another under Federal, State, or common law (See section 14411 et seq. Business and Professions Code). Publish: Mountain Views News/JDC — [237, 208, 450, 400]
notice-file: File No. 2023-054542 — [237, 1796, 318, 1806]
notice-file: File No. 2023-058522 — [464, 731, 545, 741]
notice-heading: FICTITIOUS BUSINESS NAME STATEMENT — [919, 761, 1095, 772]
notice-heading: FICTITIOUS BUSINESS NAME STATEMENT — [692, 579, 868, 590]
notice-heading: FICTITIOUS BUSINESS NAME STATEMENT — [692, 810, 868, 821]
legal-notice — [1146, 943, 1358, 1175]
notice-file: File No. 2023069796 — [692, 107, 769, 118]
notice-file: File No. 2023-059193 — [237, 670, 318, 681]
issue-date: Saturday, April 15, 2023 — [1206, 45, 1358, 60]
notice-heading: FICTITIOUS BUSINESS NAME STATEMENT — [1146, 1445, 1322, 1456]
notice-body: The following person(s) is (are) doing business as: GWELL101, 15502 WHITTIER BLVD SUITE H #163, WHITTIER, CA 90603. Full name of registrant(s) is (are) SARAH WARDWI GROONJO, 15502 WHITTIER BLVD SUITE H #163, WHITTIER, CA 90603. This Business is conducted by: AN INDIVIDUAL. Signed: SARAH WARDWI GROONJO, OWNER. This statement was filed with the County Clerk of Los Angeles County on 03/17/2023. — [10, 2189, 222, 2281]
notice-pub: Dates Pub: April 8, 15, 22, 29, 2023 — [919, 1667, 1048, 1678]
notice-heading: FICTITIOUS BUSINESS NAME STATEMENT — [10, 2169, 186, 2180]
notice-body: The following person(s) is (are) doing business as: CHARLIE'S TOWING & HEAVY DUTY, 1138 S. MARIANNA AVE, LOS ANGELES, CA 90023. Full name of registrant(s) is (are) CHARLIE'S TOWING INC, 1138 S. MARIANNA AVE, LOS ANGELES, CA 90023. This Business is conducted by: A CORPORATION. Signed: NORMAN JAY DIEGO, PRESIDENT. This statement was filed with the County Clerk of Los Angeles County on 03/31/2023. The registrant(s) has (have) commenced to transact business under the fictitious business name or names listed above on 07/1991. NOTICE- This Fictitious Name Statement expires five years from the date it was filed in the office of the County Clerk. A new Fictitious Business Name Statement must be filed prior to that date. The filing of this statement does not of itself authorize the use in this state of a Fictitious Business Name in violation of the rights of another under Federal, State, or common law (See section 14411 et seq. Business and Professions Code). Publish: Mountain Views News/JDC — [10, 550, 222, 742]
notice-body: The following person(s) MAYRA L. CUEVAS, 7601 ½ S FIGUEROA ST, LOS ANGELES, CA 90003 has/have abandoned the use of the fictitious business name: GOLDEN COLLISION CENTER, 7601 ½ S FIGUEROA ST, LOS ANGELES, CA 90003. The fictitious business name referred to above was filed on 01/26/2023, in the county of Los Angeles. The original file number of 2023019368. The business was conducted by: AN INDIVIDUAL. This statement was filed with the County Clerk of Los Angeles on 03/23/2023. The business information in this statement is true and correct. (A registrant who declares as true information which he or she knows to be false, is guilty of a crime.) MAYRA L. CUEVAS/OWNER. Publish: Mountain Views News/JDC — [464, 972, 677, 1115]
notice-file: File No. 2023-055764 — [10, 1716, 89, 1727]
notice-heading: FICTITIOUS BUSINESS NAME STATEMENT — [464, 1595, 640, 1605]
notice-body: The following person(s) is (are) doing business as: STILL BLESSED APPAREL, 1247 N WEXHAM WAY, INGLEWOOD, CA 90302. Full name of registrant(s) is (are) MANUEL SANDOVAL JR, 1247 N WEXHAM WAY, INGLEWOOD, CA 90302. This Business is conducted by: AN INDIVIDUAL. Signed: MANUEL SANDOVAL JR, OWNER. This statement was filed with the County Clerk of Los Angeles County on 03/30/2023. The registrant(s) has (have) commenced to transact business under the fictitious business name or names listed above on 03/2018. NOTICE- This Fictitious Name Statement expires five years from the date it was filed in the office of the County Clerk. A new Fictitious Business Name Statement must be filed prior to that date. The filing of this statement does not of itself authorize the use in this state of a Fictitious Business Name in violation of the rights of another under Federal, State, or common law (See section 14411 et seq. Business and Professions Code). Publish: ES Mountain Views News — [692, 368, 905, 561]
notice-heading: FICTITIOUS BUSINESS NAME STATEMENT — [237, 1786, 414, 1797]
legal-notice — [238, 1113, 450, 1325]
notice-file: File No. 2023060999 — [1146, 479, 1223, 490]
legal-notice — [692, 1977, 904, 2210]
notice-pub: Dates Pub: March 25, April 1, 8, 15, 2023 — [1146, 1667, 1297, 1678]
notice-pub: Dates Pub: April 8, 15, 22, 29, 2023 — [919, 1908, 1048, 1919]
legal-notice — [10, 1475, 222, 1698]
notice-file: File No. 2023068834 — [919, 1465, 996, 1476]
notice-body: The following person(s) is (are) doing business as: CAFE BRAVO, 1135 WEST GLENOAKS BLVD UNIT 9, GLENDALE, CA 91202. Full name of registrant(s) is (are) FRESH GRILL CAFE, 1135 WEST GLENOAKS BLVD UNIT 9, GLENDALE, CA 91202. This Business is conducted by: A CORPORATION. Signed: FRESH GRILL CAFE, EMIN PETROS, CEO. This statement was filed with the County Clerk of Los Angeles County on 03/28/2023. The registrant(s) has (have) commenced to transact business under the fictitious business name or names listed above on 03/2023. NOTICE- This Fictitious Name Statement expires five years from the date it was filed in the office of the County Clerk. A new Fictitious Business Name Statement must be filed prior to that date. The filing of this statement does not of itself authorize the use in this state of a Fictitious Business Name in violation of the rights of another under Federal, State, or common law (See section 14411 et seq. Business and Professions Code). Publish: ES Mountain Views News — [919, 781, 1132, 974]
notice-heading: FICTITIOUS BUSINESS NAME STATEMENT — [10, 1244, 186, 1254]
notice-file: File No. 2023-061387 — [237, 1344, 318, 1355]
notice-heading: FICTITIOUS BUSINESS NAME STATEMENT — [10, 298, 186, 309]
legal-notice — [692, 349, 904, 571]
notice-heading: FICTITIOUS BUSINESS NAME STATEMENT — [237, 2268, 414, 2279]
legal-notice — [1146, 2159, 1358, 2250]
legal-notice — [919, 2159, 1131, 2250]
notice-pub: Dates Pub: March 25, April 1, 8, 15, 2023 — [1146, 1908, 1297, 1919]
notice-body: The following person(s) is (are) doing business as: LA JAQUECA BRAN MUNDONG, 137 E ANAHEIM ST, LONG BEACH, CA 90813. Full name of registrant(s) is (are) THE ST. LONG BEACH, CA 90813. This Business is conducted by: AN INDIVIDUAL. Signed: SANTA AMANDA MENDOZA, CEO. This statement was filed with the County Clerk of Los Angeles County on 03/22/2023. The registrant(s) has (have) commenced to transact business under the fictitious business name or names listed above on N/A. NOTICE- This Fictitious Name Statement expires five years from the date it was filed in the office of the County Clerk. A new Fictitious Business Name Statement must be filed prior to that date. The filing of this statement does not of itself authorize the use in this state of a Fictitious Business Name in violation of the rights of another under Federal, State, or common law (See section 14411 et seq. Business and Professions Code). Publish: Mountain Views News/JDC — [237, 1133, 450, 1315]
notice-file: File No. 2023062009 — [1146, 1938, 1223, 1948]
notice-file: File No. 2023067540 — [919, 772, 996, 782]
notice-heading: FICTITIOUS BUSINESS NAME STATEMENT — [919, 1234, 1095, 1245]
notice-file: File No. 2023-068356 — [237, 891, 318, 902]
notice-file: File No. 2023071756 — [692, 1986, 769, 1997]
legal-notice — [1146, 711, 1358, 934]
notice-body: The following person(s) is (are) doing business as: H & N PLUMBING & ROOTER, 8675 NAGLE AVE, PANORAMA CITY, CA 91402. Full name of registrant(s) is (are) ARUTIUN HARRY NALBANDYAN, 8675 NAGLE AVE, PANORAMA CITY, CA 91402. This Business is conducted by: AN INDIVIDUAL. Signed: ARUTIUN HARRY NALBANDYAN, OWNER. This statement was filed with the County Clerk of Los Angeles County on 03/31/2023. The registrant(s) has (have) commenced to transact business under the fictitious business name or names listed above on 03/2023. NOTICE- This Fictitious Name Statement expires five years from the date it was filed in the office of the County Clerk. A new Fictitious Business Name Statement must be filed prior to that date. The filing of this statement does not of itself authorize the use in this state of a Fictitious Business Name in violation of the rights of another under Federal, State, or common law (See section 14411 et seq. Business and Professions Code). Publish: ES Mountain Views News — [692, 1756, 905, 1958]
notice-heading: FICTITIOUS BUSINESS NAME STATEMENT — [919, 1686, 1095, 1697]
notice-body: The following person(s) is (are) doing business as: PIPER CONSULTING GROUP; STARLIGHT HOME CARE, 12265 LA MIRADA BLVD UNIT 122, LA MIRADA, CA 90638. Full name of registrant(s) is (are) BE A LIGHT ENTERPRISES INC, 12265 LA MIRADA BLVD UNIT 122, LA MIRADA, CA 90638. This Business is conducted by: A CORPORATION. Signed: TONIE PIPER, MANAGER. This statement was filed with the County Clerk of Los Angeles County on 03/13/2023. The registrant(s) has (have) commenced to transact business under the fictitious business name or names listed above on N/A. NOTICE- This Fictitious Name Statement expires five years from the date it was filed in the office of the County Clerk. A new Fictitious Business Name Statement must be filed prior to that date. The filing of this statement does not of itself authorize the use in this state of a Fictitious Business Name in violation of the rights of another under Federal, State, or common law (See section 14411 et seq. Business and Professions Code). Publish: Mountain Views News/JDC — [237, 1806, 450, 2009]
notice-pub: Dates Pub: APRIL 01, 08, 15, 22, 2023 — [10, 742, 150, 753]
notice-body: The following person(s) is (are) doing business as: EL CORREDOR COFFEE SHOP, 2801 S VERMONT AVE STE 4, LOS ANGELES, CA 90007. Full name of registrant(s) is (are) MAYRA ROXANA LANCAVO, 2801 S VERMONT AVE STE 4, LOS ANGELES, CA 90007. This Business is conducted by: AN INDIVIDUAL. Signed: MAYRA ROXANA LANCAVO, OWNER. This statement was filed with the County Clerk of Los Angeles County on 03/28/2023. The registrant(s) has (have) commenced to transact business under the fictitious business name or names listed above on 03/2023. NOTICE- This Fictitious Name Statement expires five years from the date it was filed in the office of the County Clerk. A new Fictitious Business Name Statement must be filed prior to that date. The filing of this statement does not of itself authorize the use in this state of a Fictitious Business Name in violation of the rights of another under Federal, State, or common law (See section 14411 et seq. Business and Professions Code). Publish: Mountain Views News/JDC — [10, 1264, 222, 1457]
legal-notice — [1146, 239, 1358, 462]
notice-heading: FICTITIOUS BUSINESS NAME STATEMENT — [692, 1735, 868, 1746]
notice-pub: Dates Pub: APRIL 01, 08, 15, 22, 2023 — [464, 1335, 605, 1346]
notice-pub: Dates Pub: April 1, 8, 15, 22, 2023 — [692, 1958, 817, 1969]
notice-file: File No. 2023061580 — [1146, 2169, 1223, 2180]
notice-heading: FICTITIOUS BUSINESS NAME STATEMENT — [919, 279, 1095, 290]
notice-pub: Dates Pub: April 1, 8, 15, 22, 2023 — [464, 2048, 590, 2059]
notice-file: File No. 2023-075637 — [10, 540, 89, 551]
notice-body: The following person(s) is (are) doing business as: SEVEN SEAS INTERNATIONAL BUSINESS BROKERS, 14821 SOUTH ST #108, CERRITOS, CA 90703. Full name of registrant(s) is (are) JUAN GABRIEL GONZALEZ, 14821 SOUTH ST #108, CERRITOS, CA 90703. This Business is conducted by: AN INDIVIDUAL. Signed: JUAN GABRIEL GONZALEZ, OWNER. This statement was filed with the County Clerk of Los Angeles County on 03/21/2023. The registrant(s) has (have) commenced to transact business under the fictitious business name or names listed above on N/A. NOTICE- This Fictitious Name Statement expires five years from the date it was filed in the office of the County Clerk. A new Fictitious Business Name Statement must be filed prior to that date. The filing of this statement does not of itself authorize the use in this state of a Fictitious Business Name in violation of the rights of another under Federal, State, or common law (See section 14411 et seq. Business and Professions Code). Publish: Mountain Views News/JDC — [237, 2047, 450, 2250]
notice-file: File No. 2023-059159 — [10, 2179, 89, 2189]
notice-heading: FILE NO. 2023-040701 STATEMENT OF ABANDONMENT OF USE OF FICTITIOUS BUSINESS NAME — [464, 1133, 677, 1163]
legal-notice — [1146, 1687, 1358, 1919]
notice-body: The following person(s) is (are) doing business as: MARSEL, 916 N MARIPOSA AVE APT 309, LOS ANGELES, CA 90029. Full name of registrant(s) is (are) MARSEL KALMAGAMBETOV, 916 N MARIPOSA AVE APT 309, LOS ANGELES, CA 90029. This Business is conducted by: AN INDIVIDUAL. Signed: MARSEL KALMAGAMBETOV, OWNER. This statement was filed with the County Clerk of Los Angeles County on 03/31/2023. The registrant(s) has (have) commenced to transact business under the fictitious business name or names listed above on 03/2023. NOTICE- This Fictitious Name Statement expires five years from the date it was filed in the office of the County Clerk. A new Fictitious Business Name Statement must be filed prior to that date. The filing of this statement does not of itself authorize the use in this state of a Fictitious Business Name in violation of the rights of another under Federal, State, or common law (See section 14411 et seq. Business and Professions Code). Publish: ES Mountain Views News — [919, 1947, 1132, 2141]
notice-file: File No. 2023-059128 — [464, 510, 545, 521]
notice-heading: FICTITIOUS BUSINESS NAME STATEMENT — [237, 1564, 414, 1575]
notice-body: The following person(s) is (are) doing business as: CINTEX PAINTING, 6605 SHELTONDALE AVE, WEST HILLS, CA 91307. Full name of registrant(s) is (are) MOISES ALFREDO VASQUEZ, 6605 SHELTONDALE AVE, WEST HILLS, CA 91307. This Business is conducted by: AN INDIVIDUAL. Signed: MOISES ALFREDO VASQUEZ, OWNER. This statement was filed with the County Clerk of Los Angeles County on 03/30/2023. The registrant(s) has (have) commenced to transact business under the fictitious business name or names listed above on 03/2023. NOTICE- This Fictitious Name Statement expires five years from the date it was filed in the office of the County Clerk. A new Fictitious Business Name Statement must be filed prior to that date. The filing of this statement does not of itself authorize the use in this state of a Fictitious Business Name in violation of the rights of another under Federal, State, or common law (See section 14411 et seq. Business and Professions Code). Publish: ES Mountain Views News — [919, 1706, 1132, 1909]
notice-file: File No. 2023070411 — [464, 1846, 541, 1857]
notice-body: The following person(s) is (are) doing business as: GR ENTERPRISING SERVICES, 8629 IMPERIAL HWY APT 104, DOWNEY, CA 90242. Full name of registrant(s) is (are) GERMAN GARIBAY, 8629 IMPERIAL HWY APT 204, DOWNEY, CA 90242. This Business is conducted by: AN INDIVIDUAL. Signed: GERMAN GARIBAY, OWNER. This statement was filed with the County Clerk of Los Angeles County on 03/23/2023. The registrant(s) has (have) commenced to transact business under the fictitious business name or names listed above on N/A. NOTICE- This Fictitious Name Statement expires five years from the date it was filed in the office of the County Clerk. A new Fictitious Business Name Statement must be filed prior to that date. The filing of this statement does not of itself authorize the use in this state of a Fictitious Business Name in violation of the rights of another under Federal, State, or common law (See section 14411 et seq. Business and Professions Code). Publish: Mountain Views News/JDC — [10, 1958, 222, 2150]
notice-body: to transact business under the fictitious business name or names listed above on N/A. NOTICE- This Fictitious Name Statement expires five years from the date it was filed in the office of the County Clerk. A new Fictitious Business Name Statement must be filed prior to that date. The filing of this statement does not of itself authorize the use in this state of a Fictitious Business Name in violation of the rights of another under Federal, State, or common law (See section 14411 et seq. Business and Professions Code). Publish: Mountain Views News/JDC — [237, 68, 450, 169]
notice-heading: FICTITIOUS BUSINESS NAME STATEMENT — [237, 188, 414, 198]
notice-body: The following person(s) is (are) doing business as: NATURE LIFE USA, 1010 E SIXTH ST, ONTARIO, CA 91764. Full name of registrant(s) is (are) RICARDO MEDINA, 1010 E SIXTH ST, ONTARIO, CA 91764. This Business is conducted by: AN INDIVIDUAL. Signed: RICARDO MEDINA, OWNER. This statement was filed with the County Clerk of Los Angeles County on 03/21/2023. The registrant(s) has (have) commenced to transact business under the fictitious business name or names listed above on N/A. NOTICE- This Fictitious Name Statement expires five years from the date it was filed in the office of the County Clerk. A new Fictitious Business Name Statement must be filed prior to that date. The filing of this statement does not of itself authorize the use in this state of a Fictitious Business Name in violation of the rights of another under Federal, State, or common law (See section 14411 et seq. Business and Professions Code). Publish: Mountain Views News/JDC — [237, 1585, 450, 1768]
legal-notice — [465, 943, 677, 1124]
notice-pub: Dates Pub: March 25, April 1, 8, 15, 2023 — [1146, 1164, 1297, 1175]
notice-body: by: A CORPORATION. Signed: 4-LEAF CLOVER MOVING INC, VOLODYMYR PYANCHENKO, CEO. This statement was filed with the County Clerk of Los Angeles County on 03/22/2023. The registrant(s) has (have) commenced to transact business under the fictitious business name or names listed above on 03/2023. NOTICE- This Fictitious Name Statement expires five years from the date it was filed in the office of the County Clerk. A new Fictitious Business Name Statement must be filed prior to that date. The filing of this statement does not of itself authorize the use in this state of a Fictitious Business Name in violation of the rights of another under Federal, State, or common law (See section 14411 et seq. Business and Professions Code). Publish: ES Mountain Views News — [1146, 68, 1358, 220]
notice-pub: Dates Pub: APRIL 01, 08, 15, 22, 2023 — [10, 511, 150, 522]
notice-pub: Dates Pub: APRIL 01, 08, 15, 22, 2023 — [237, 2250, 378, 2260]
notice-body: The following person(s) is (are) doing business as: TWO STAR SERVICES, 5813 SLAUSON AVE, MAYWOOD, CA 90270. Full name of registrant(s) is (are) FABIO LARA, 5813 SLAUSON AVE, MAYWOOD, CA 90270. This Business is conducted by: AN INDIVIDUAL. Signed: FABIO A LARA, OWNER. This statement was filed with the County Clerk of Los Angeles County on 03/13/2023. The registrant(s) has (have) commenced to transact business under the fictitious business name or names listed above on 12/2000. NOTICE- This Fictitious Name Statement expires five years from the date it was filed in the office of the County Clerk. A new Fictitious Business Name Statement must be filed prior to that date. The filing of this statement does not of itself authorize the use in this state of a Fictitious Business Name in violation of the rights of another under Federal, State, or common law (See section 14411 et seq. Business and Professions Code). Publish: Mountain Views News/JDC — [464, 741, 677, 923]
notice-pub: Dates Pub: March 25, April 1, 8, 15, 2023 — [1146, 2140, 1297, 2150]
legal-notice — [465, 500, 677, 713]
legal-notice — [692, 97, 904, 340]
notice-body: CRENSHAW BLVD, TORRANCE, CA 90501. Full name of registrant(s) is (are) HUGO DE AVILA MARQUEZ, 1915 W CRENSHAW BLVD, TORRANCE, CA 90501. This Business is conducted by: AN INDIVIDUAL. Signed: HUGO DE AVILA MARQUEZ, OWNER. This statement was filed with the County Clerk of Los Angeles County on 03/15/2023. The registrant(s) has (have) commenced to transact business under the fictitious business name or names listed above on 02/2023. NOTICE- This Fictitious Name Statement expires five years from the date it was filed in the office of the County Clerk. A new Fictitious Business Name Statement must be filed prior to that date. The filing of this statement does not of itself authorize the use in this state of a Fictitious Business Name in violation of the rights of another under Federal, State, or common law (See section 14411 et seq. Business and Professions Code). Publish: Mountain Views News/JDC — [464, 68, 677, 250]
legal-notice — [10, 2169, 222, 2280]
column-1 — [6, 68, 226, 2550]
notice-heading: FICTITIOUS BUSINESS NAME STATEMENT — [237, 2027, 414, 2038]
column-4 — [687, 68, 907, 2550]
notice-heading: FICTITIOUS BUSINESS NAME STATEMENT — [919, 2158, 1095, 2169]
notice-file: File No. 2023062382 — [1146, 1193, 1223, 1204]
notice-file: File No. 2023-058935 — [237, 429, 318, 439]
notice-body: The following person(s) is (are) doing business as: MACHAIL ENTERPRISE ENGINEERING, 515 E MAGNOLIA BLVD UNIT H, BURBANK, CA 91501. Full name of registrant(s) is (are) MACHAIL AMIRKHAS, 515 E MAGNOLIA BLVD UNIT H, BURBANK, CA 91501. This Business is conducted by: AN INDIVIDUAL. Signed: MACHAIL AMIRKHAS, OWNER. This statement was filed with the County Clerk of Los Angeles County on 03/21/2023. The registrant(s) has (have) commenced to transact business under the fictitious business name or names listed above on 03/2023. NOTICE- This Fictitious Name Statement expires five years from the date it was filed in the office of the County Clerk. A new Fictitious Business Name Statement must be filed prior to that date. The filing of this statement does not of itself authorize the use in this state of a Fictitious Business Name in violation of the rights of another under Federal, State, or common law (See section 14411 et seq. Business and Professions Code). Publish: ES Mountain Views News — [1146, 1706, 1358, 1909]
notice-body: The following person(s) is (are) doing business as: DIVINE TAMALES, 1930 BONNALLO AVE APT 102, LOS ANGELES, CA 90007. Full name of registrant(s) is (are) CECILIA AGUILAR, 1930 BONNALLO AVE APT 102, LOS ANGELES, CA 90007. This Business is conducted by: AN INDIVIDUAL. Signed: CECILIA AGUILAR, OWNER. This statement was filed with the County Clerk of Los Angeles County on 03/29/2023. The registrant(s) has (have) commenced to transact business under the fictitious business name or names listed above on 01/2023. NOTICE- This Fictitious Name Statement expires five years from the date it was filed in the office of the County Clerk. A new Fictitious Business Name Statement must be filed prior to that date. The filing of this statement does not of itself authorize the use in this state of a Fictitious Business Name in violation of the rights of another under Federal, State, or common law (See section 14411 et seq. Business and Professions Code). Publish: ES Mountain Views News — [692, 831, 905, 1023]
notice-pub: Dates Pub: APRIL 01, 08, 15, 22, 2023 — [464, 250, 605, 260]
notice-heading: FICTITIOUS BUSINESS NAME STATEMENT — [464, 1837, 640, 1847]
notice-heading: FICTITIOUS BUSINESS NAME STATEMENT — [10, 1013, 186, 1023]
notice-file: File No. 2023-061599 — [237, 1575, 318, 1586]
notice-body: The following person(s) is (are) doing business as: GOOD DEEDS MOVING, 3003 RED HILL AVE SUITE 205, COSTA MESA, CA 92626. Full name of registrant(s) is (are) GOOD DEEDS MOVING, 1413 PARK AVE SAN BRUNO, CA 94066. This Business is conducted by: A CORPORATION. Signed: GOOD DEEDS MOVING INC, 1413 PARK AVE SAN BRUNO, CA 94066. — [919, 2179, 1132, 2250]
notice-heading: FICTITIOUS BUSINESS NAME STATEMENT — [692, 96, 868, 107]
notice-heading: FICTITIOUS BUSINESS NAME STATEMENT — [237, 1113, 414, 1123]
notice-file: File No. 2023061784 — [1146, 248, 1223, 258]
notice-file: File No. 2023069109 — [692, 358, 769, 368]
notice-file: File No. 2023067548 — [464, 2078, 542, 2088]
notice-pub: Dates Pub: April 8, 15, 22, 29, 2023 — [919, 974, 1048, 984]
notice-pub: Dates Pub: APRIL 01, 08, 15, 22, 2023 — [464, 702, 605, 712]
notice-pub: Dates Pub: APRIL 01, 08, 15, 22, 2023 — [464, 923, 605, 934]
notice-pub: Dates Pub: April 1, 8, 15, 22, 2023 — [464, 1817, 590, 1828]
notice-pub: Dates Pub: APRIL 01, 08, 15, 22, 2023 — [237, 1093, 378, 1104]
